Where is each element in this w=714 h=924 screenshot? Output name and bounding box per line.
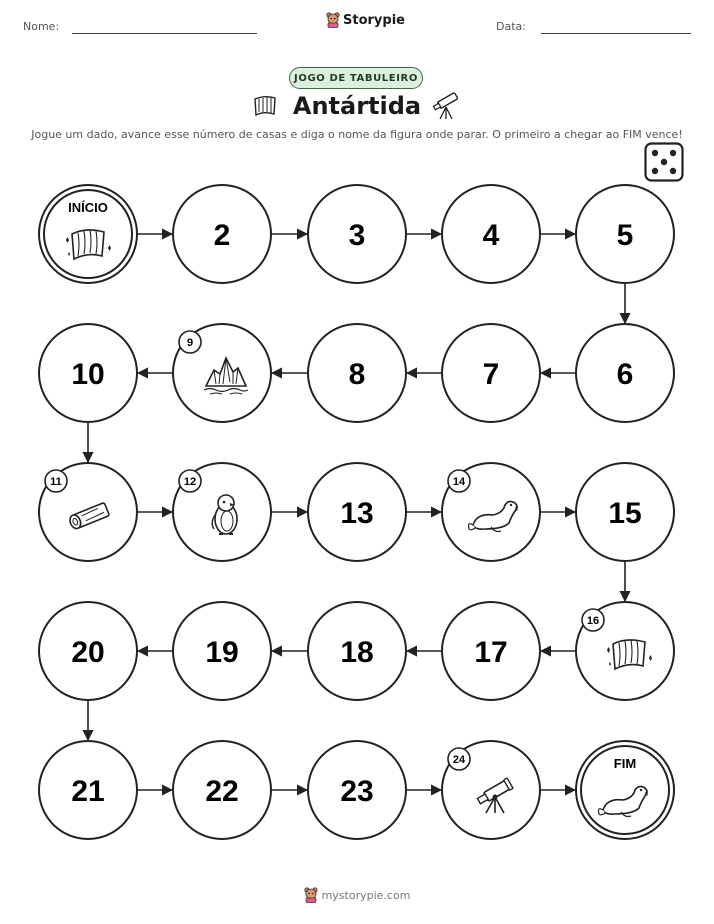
space-number: 22 [205, 775, 239, 808]
space-number: 17 [474, 636, 508, 669]
page-title: Antártida [292, 92, 422, 120]
board-space-3 [308, 185, 406, 283]
brand-name: Storypie [343, 12, 405, 28]
space-number: 10 [71, 358, 105, 391]
board-space-10 [39, 324, 137, 422]
footer [0, 887, 714, 903]
board-space-4 [442, 185, 540, 283]
board-space-9 [173, 324, 271, 422]
space-number: 19 [205, 636, 239, 669]
date-label: Data: [496, 20, 526, 33]
space-number: 8 [348, 358, 366, 391]
space-number: 5 [616, 219, 634, 252]
board-space-16 [576, 602, 674, 700]
bear-icon [304, 887, 318, 903]
finish-space [576, 741, 674, 839]
board-space-24 [442, 741, 540, 839]
board-space-23 [308, 741, 406, 839]
board-space-17 [442, 602, 540, 700]
space-number: 14 [452, 476, 466, 488]
board-space-11 [39, 463, 137, 561]
name-label: Nome: [23, 20, 60, 33]
board-space-13 [308, 463, 406, 561]
space-number: 18 [340, 636, 374, 669]
board-space-22 [173, 741, 271, 839]
board-space-2 [173, 185, 271, 283]
finish-label: FIM [613, 756, 637, 771]
space-number: 21 [71, 775, 105, 808]
board-space-15 [576, 463, 674, 561]
space-number: 7 [482, 358, 500, 391]
board-space-7 [442, 324, 540, 422]
board-space-20 [39, 602, 137, 700]
space-number: 9 [186, 337, 194, 349]
board-space-21 [39, 741, 137, 839]
board-space-18 [308, 602, 406, 700]
start-space [39, 185, 137, 283]
space-number: 13 [340, 497, 374, 530]
space-number: 24 [452, 754, 466, 766]
board-space-19 [173, 602, 271, 700]
space-number: 6 [616, 358, 634, 391]
space-number: 12 [183, 476, 197, 488]
board-space-14 [442, 463, 540, 561]
space-number: 23 [340, 775, 374, 808]
space-number: 3 [348, 219, 366, 252]
instructions: Jogue um dado, avance esse número de casas e diga o nome da figura onde parar. O primeiro a chegar ao FIM vence! [31, 128, 683, 141]
game-type-badge: JOGO DE TABULEIRO [289, 67, 423, 89]
board-space-12 [173, 463, 271, 561]
board-space-6 [576, 324, 674, 422]
space-number: 20 [71, 636, 105, 669]
board-space-8 [308, 324, 406, 422]
space-number: 11 [50, 476, 62, 488]
board-space-5 [576, 185, 674, 283]
footer-url: mystorypie.com [321, 888, 411, 902]
start-label: INÍCIO [68, 200, 108, 215]
space-number: 4 [482, 219, 500, 252]
space-number: 16 [586, 615, 600, 627]
space-number: 2 [213, 219, 231, 252]
space-number: 15 [608, 497, 642, 530]
